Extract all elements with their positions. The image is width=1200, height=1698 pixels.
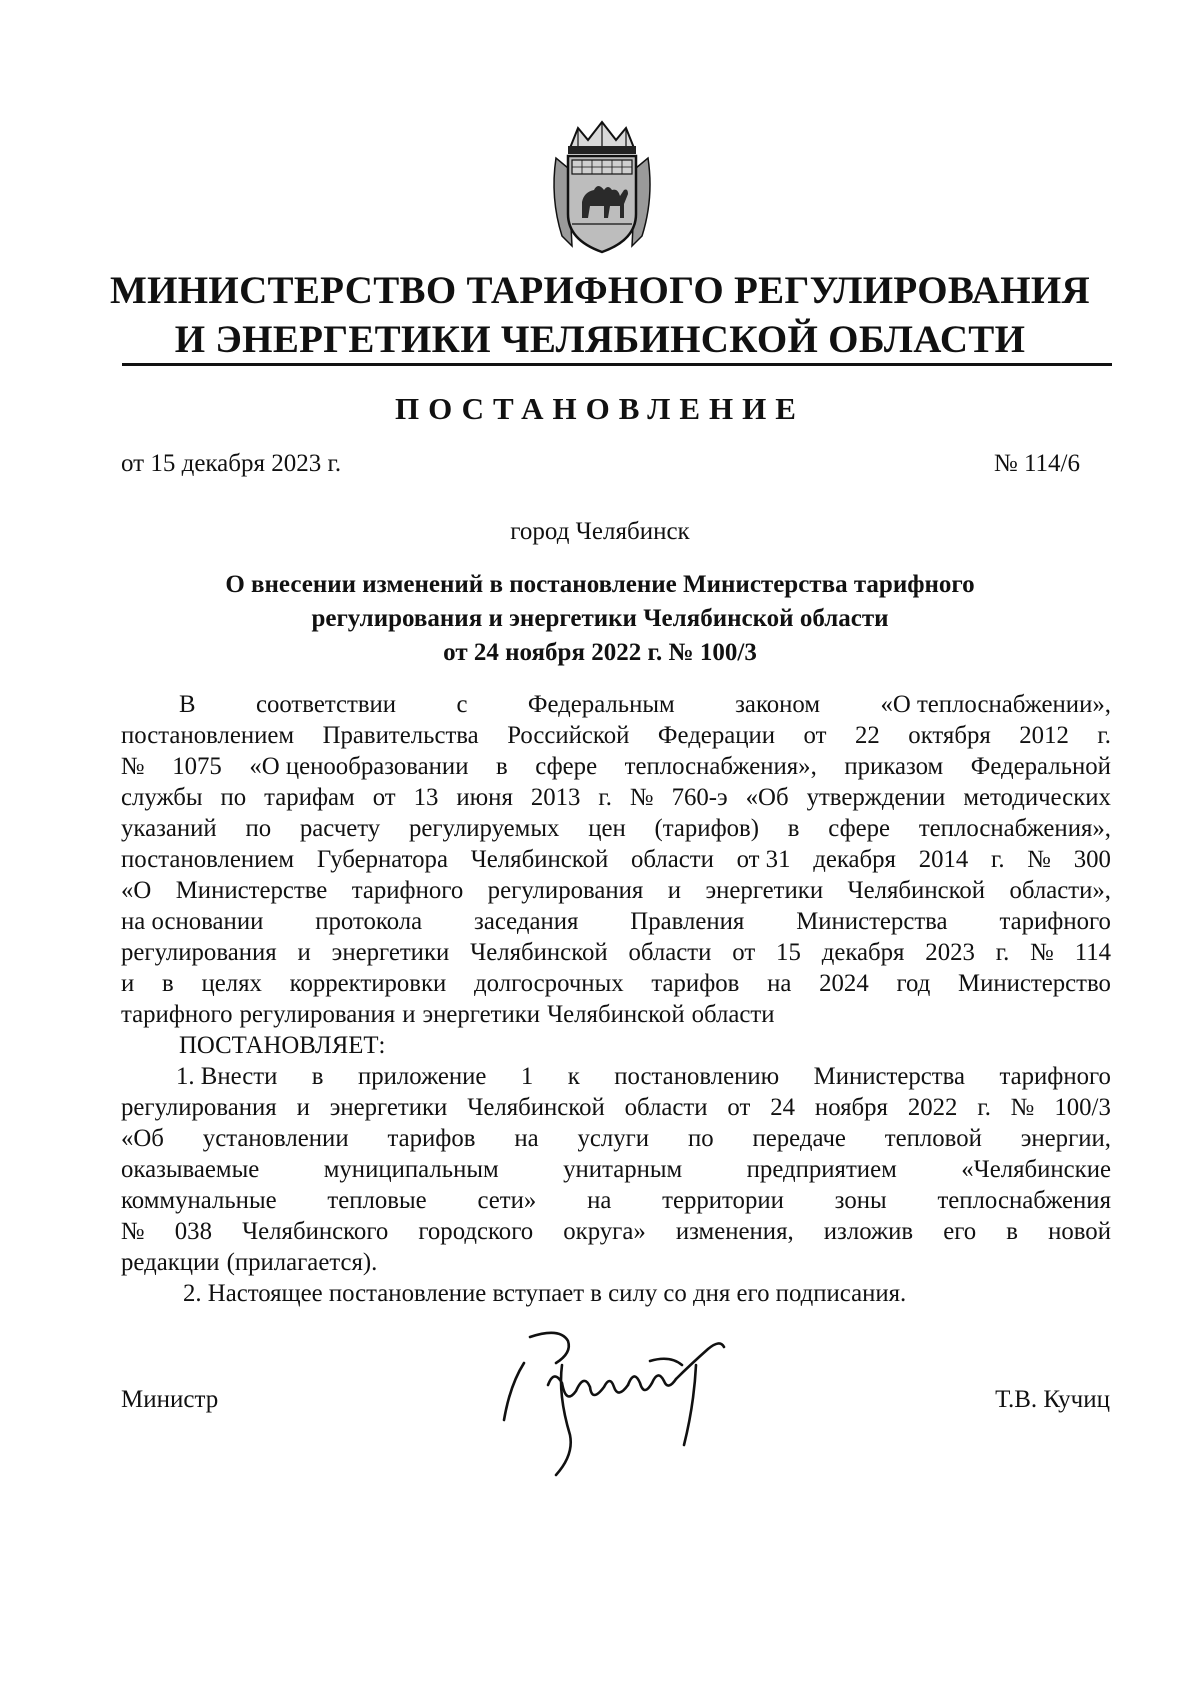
text-line (121, 1061, 1111, 1092)
word: «Об (745, 784, 789, 811)
subject-line: О внесении изменений в постановление Министерства тарифного (225, 571, 975, 598)
subject-line: регулирования и энергетики Челябинской области (311, 605, 889, 632)
word: области (630, 846, 714, 873)
word: тепловой (884, 1125, 982, 1152)
word: октября (908, 722, 991, 749)
word: 2013 (530, 784, 581, 811)
word: 2014 (918, 846, 969, 873)
word: от (803, 722, 827, 749)
word: г. (995, 939, 1010, 966)
word: Челябинской (847, 877, 986, 904)
word: сфере (535, 753, 598, 780)
word: 2024 (819, 970, 869, 997)
word: предприятием (746, 1156, 897, 1183)
text-line (121, 1216, 1111, 1247)
word: соответствии (255, 691, 397, 718)
word: регулирования (239, 1001, 396, 1028)
word: приказом (844, 753, 944, 780)
word: установлении (202, 1125, 349, 1152)
word: Правления (630, 908, 745, 935)
word: заседания (474, 908, 579, 935)
word: передаче (752, 1125, 846, 1152)
document-date: от 15 декабря 2023 г. (121, 450, 342, 477)
word: г. (598, 784, 612, 811)
word: Губернатора (316, 846, 448, 873)
word: редакции (121, 1249, 220, 1276)
word: в (496, 753, 508, 780)
word: на (767, 970, 792, 997)
word: цен (588, 815, 626, 842)
word: целях (201, 970, 262, 997)
organization-name (80, 266, 1120, 364)
word: 1075 (172, 753, 222, 780)
word: на (587, 1187, 612, 1214)
word: № (1010, 1094, 1035, 1121)
document-city: город Челябинск (510, 518, 690, 545)
text-line (121, 751, 1111, 782)
signer-name: Т.В. Кучиц (995, 1386, 1110, 1413)
word: «О ценообразовании (249, 753, 469, 780)
text-line (121, 782, 1111, 813)
word: 13 (413, 784, 439, 811)
word: 038 (174, 1218, 212, 1245)
word: постановлением (121, 722, 295, 749)
word: № (1030, 939, 1054, 966)
text-line (121, 968, 1111, 999)
word: Министерстве (175, 877, 328, 904)
word: законом (735, 691, 821, 718)
signer-title: Министр (121, 1386, 219, 1413)
word: и (121, 970, 135, 997)
text-line (121, 689, 1111, 720)
word: его (943, 1218, 977, 1245)
subject-line: от 24 ноября 2022 г. № 100/3 (443, 639, 757, 666)
word: изложив (823, 1218, 914, 1245)
word: от 31 (736, 846, 791, 873)
word: 300 (1073, 846, 1111, 873)
word: Министерства (796, 908, 948, 935)
word: Министерства (813, 1063, 965, 1090)
word: декабря (813, 846, 896, 873)
word: год (896, 970, 931, 997)
word: «О теплоснабжении», (880, 691, 1111, 718)
word: постановлением (121, 846, 295, 873)
word: 1. Внести (176, 1063, 278, 1090)
word: тарифов (651, 970, 740, 997)
word: теплоснабжения», (624, 753, 817, 780)
word: по (220, 784, 247, 811)
word: территории (662, 1187, 784, 1214)
word: регулирования (121, 1094, 277, 1121)
word: тарифам (264, 784, 355, 811)
word: Федерации (657, 722, 776, 749)
text-line (121, 1092, 1111, 1123)
document-number: № 114/6 (993, 450, 1080, 477)
handwritten-signature (500, 1325, 770, 1485)
word: по (687, 1125, 714, 1152)
word: регулирования (121, 939, 277, 966)
word: 760-э (671, 784, 728, 811)
text-line (121, 875, 1111, 906)
word: указаний (121, 815, 217, 842)
word: области», (1009, 877, 1111, 904)
word: области (624, 1094, 708, 1121)
word: унитарным (563, 1156, 683, 1183)
word: г. (1097, 722, 1111, 749)
word: Федеральным (527, 691, 675, 718)
word: на основании (121, 908, 264, 935)
word: г. (991, 846, 1005, 873)
word: городского (418, 1218, 534, 1245)
preamble-paragraph (121, 689, 1111, 1030)
item-2-paragraph (121, 1278, 1111, 1309)
word: Правительства (322, 722, 479, 749)
word: от (372, 784, 396, 811)
text-line (121, 720, 1111, 751)
word: Челябинской (470, 939, 608, 966)
word: В (179, 691, 196, 718)
item-1-paragraph (121, 1061, 1111, 1278)
word: Челябинской (547, 1001, 685, 1028)
word: протокола (315, 908, 423, 935)
word: утверждении (806, 784, 946, 811)
text-line (121, 1247, 1111, 1278)
word: от (732, 939, 756, 966)
word: № (1027, 846, 1051, 873)
word: новой (1048, 1218, 1111, 1245)
word: постановлению (614, 1063, 780, 1090)
word: 2022 (907, 1094, 958, 1121)
word: 114 (1074, 939, 1111, 966)
word: 22 (854, 722, 880, 749)
word: тарифов (387, 1125, 476, 1152)
text-line (121, 937, 1111, 968)
text-line (121, 1123, 1111, 1154)
word: коммунальные (121, 1187, 277, 1214)
word: в (1006, 1218, 1018, 1245)
document-body (121, 689, 1111, 1309)
word: корректировки (289, 970, 447, 997)
word: теплоснабжения (937, 1187, 1111, 1214)
word: тепловые (327, 1187, 427, 1214)
word: 1 (520, 1063, 534, 1090)
word: оказываемые (121, 1156, 260, 1183)
organization-name-line2: И ЭНЕРГЕТИКИ ЧЕЛЯБИНСКОЙ ОБЛАСТИ (174, 318, 1026, 361)
word: энергии, (1020, 1125, 1111, 1152)
word: в (162, 970, 174, 997)
word: г. (977, 1094, 991, 1121)
text-line (121, 844, 1111, 875)
word: тарифного (999, 1063, 1111, 1090)
item-2-text: 2. Настоящее постановление вступает в силу со дня его подписания. (183, 1280, 907, 1307)
text-line (121, 1154, 1111, 1185)
organization-name-line1: МИНИСТЕРСТВО ТАРИФНОГО РЕГУЛИРОВАНИЯ (110, 269, 1090, 312)
word: изменения, (675, 1218, 794, 1245)
word: расчету (299, 815, 381, 842)
word: Челябинской (467, 1094, 605, 1121)
word: зоны (834, 1187, 887, 1214)
word: тарифного (999, 908, 1111, 935)
text-line (121, 906, 1111, 937)
word: и (297, 939, 311, 966)
word: июня (456, 784, 513, 811)
word: 2012 (1019, 722, 1069, 749)
word: энергетики (329, 1094, 448, 1121)
word: 2023 (925, 939, 975, 966)
document-type: ПОСТАНОВЛЕНИЕ (395, 391, 805, 426)
word: «О (121, 877, 152, 904)
word: Федеральной (970, 753, 1111, 780)
word: Челябинской (470, 846, 609, 873)
word: округа» (563, 1218, 646, 1245)
word: (тарифов) (654, 815, 760, 842)
word: приложение (357, 1063, 487, 1090)
word: энергетики (422, 1001, 541, 1028)
coat-of-arms-icon (548, 118, 656, 258)
word: долгосрочных (474, 970, 624, 997)
word: Министерство (958, 970, 1111, 997)
word: «Об (121, 1125, 164, 1152)
word: к (567, 1063, 580, 1090)
word: энергетики (705, 877, 824, 904)
text-line (121, 999, 1111, 1030)
word: и (402, 1001, 416, 1028)
word: в (311, 1063, 324, 1090)
document-subject (140, 568, 1060, 670)
word: методических (963, 784, 1111, 811)
word: области (691, 1001, 775, 1028)
text-line (121, 813, 1111, 844)
word: Челябинского (242, 1218, 389, 1245)
word: с (456, 691, 468, 718)
text-line (121, 1185, 1111, 1216)
word: регулируемых (408, 815, 560, 842)
word: регулирования (487, 877, 644, 904)
word: Российской (507, 722, 630, 749)
word: «Челябинские (961, 1156, 1111, 1183)
word: № (629, 784, 654, 811)
word: и (667, 877, 682, 904)
word: сфере (828, 815, 891, 842)
word: тарифного (351, 877, 464, 904)
word: теплоснабжения», (918, 815, 1111, 842)
word: муниципальным (323, 1156, 499, 1183)
word: услуги (577, 1125, 650, 1152)
word: и (296, 1094, 310, 1121)
word: на (514, 1125, 539, 1152)
word: 100/3 (1054, 1094, 1111, 1121)
word: декабря (821, 939, 905, 966)
word: (прилагается). (226, 1249, 378, 1276)
resolves-line (121, 1030, 1111, 1061)
header-divider (122, 363, 1112, 366)
word: сети» (477, 1187, 537, 1214)
word: № (121, 753, 145, 780)
resolves-text: ПОСТАНОВЛЯЕТ: (179, 1032, 386, 1059)
word: в (787, 815, 800, 842)
word: службы (121, 784, 203, 811)
word: энергетики (331, 939, 450, 966)
word: 24 (770, 1094, 796, 1121)
word: по (245, 815, 272, 842)
word: № (121, 1218, 145, 1245)
word: тарифного (121, 1001, 233, 1028)
word: области (628, 939, 712, 966)
word: от (727, 1094, 751, 1121)
word: ноября (814, 1094, 888, 1121)
word: 15 (776, 939, 801, 966)
